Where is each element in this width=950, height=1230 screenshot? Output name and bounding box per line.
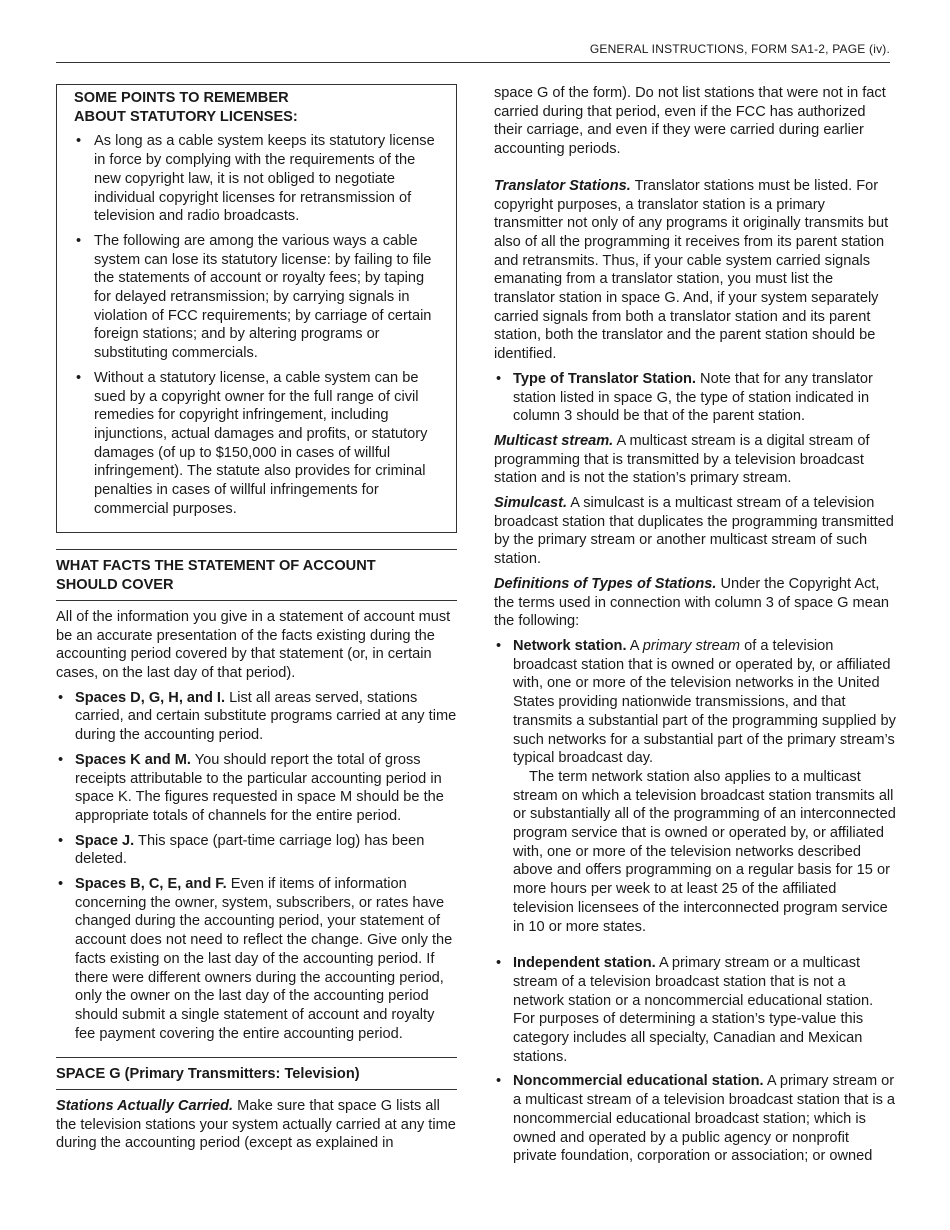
facts-heading: WHAT FACTS THE STATEMENT OF ACCOUNT SHOULD COVER: [56, 549, 457, 600]
facts-item: • Spaces B, C, E, and F. Even if items of information concerning the owner, system, subscribers, or rates have changed during the accounting period, your statement of account does not need to reflect the change. Give only the facts existing on the last day of the accounting period. If there were different owners during the accounting period, only the owner on the last day of the accounting period should submit a single statement of account and royalty fee payment covering the entire accounting period.: [56, 875, 457, 1043]
left-column: [56, 84, 457, 1153]
simulcast-paragraph: Simulcast. A simulcast is a multicast stream of a television broadcast station that duplicates the programming transmitted by the primary stream or another multicast stream of such station.: [494, 495, 894, 568]
right-column: [494, 84, 896, 1166]
statutory-licenses-box: [56, 84, 457, 533]
translator-type-item: • Type of Translator Station. Note that for any translator station listed in space G, the type of station indicated in column 3 should be that of the parent station.: [494, 370, 896, 426]
box-bullet: • The following are among the various ways a cable system can lose its statutory license: by failing to file the statements of account or royalty fees; by taping for delayed retransmission; by carrying signals in violation of FCC requirements; by carriage of certain foreign stations; and by altering programs or substituting commercials.: [74, 232, 438, 363]
facts-item: • Spaces D, G, H, and I. List all areas served, stations carried, and certain substitute programs carried at any time during the accounting period.: [56, 689, 457, 745]
independent-station-item: • Independent station. A primary stream or a multicast stream of a television broadcast station that is not a network station or a noncommercial educational station. For purposes of determining a station’s type-value this category includes all specialty, Canadian and Mexican stations.: [494, 954, 896, 1066]
noncommercial-station-item: • Noncommercial educational station. A primary stream or a multicast stream of a television broadcast station that is a noncommercial educational broadcast station; which is owned and operated by a public agency or nonprofit private foundation, corporation or association; or owned: [494, 1072, 896, 1166]
page-header: GENERAL INSTRUCTIONS, FORM SA1-2, PAGE (iv).: [589, 42, 890, 56]
translator-paragraph: Translator Stations. Translator stations must be listed. For copyright purposes, a translator station is a primary transmitter not only of any programs it originally transmits but also of all the programming it receives from its parent station and retransmits. Thus, if your cable system carried signals emanating from a translator station, you must list the translator station in space G. And, if your system separately carried signals from both a translator station and its parent station, both the translator and the parent station should be identified.: [494, 177, 889, 363]
definitions-paragraph: Definitions of Types of Stations. Under the Copyright Act, the terms used in connection with column 3 of space G mean the following:: [494, 575, 890, 630]
facts-item: • Spaces K and M. You should report the total of gross receipts attributable to the particular accounting period in space K. The figures requested in space M should be the appropriate totals of channels for the entire period.: [56, 751, 457, 826]
network-station-item: • Network station. A primary stream of a television broadcast station that is owned or operated by, or affiliated with, one or more of the television networks in the United States providing nationwide transmissions, and that transmits a substantial part of the programming supplied by such networks for a substantial part of the primary stream’s typical broadcast day. The term network station also applies to a multicast stream on which a television broadcast station transmits all or substantially all of the programming of an interconnected program service that is owned or operated by, or affiliated with, one or more of the television networks described above and offers programming on a regular basis for 15 or more hours per week to at least 25 of the affiliated television licensees of the interconnected program service in 10 or more states.: [494, 637, 896, 936]
stations-carried-paragraph: Stations Actually Carried. Make sure that space G lists all the television stations your system actually carried at any time during the accounting period (except as explained in: [56, 1098, 456, 1152]
facts-item: • Space J. This space (part-time carriage log) has been deleted.: [56, 832, 457, 869]
multicast-paragraph: Multicast stream. A multicast stream is a digital stream of programming that is transmitted by a television broadcast station and is not the station’s primary stream.: [494, 432, 870, 487]
box-title: SOME POINTS TO REMEMBER ABOUT STATUTORY LICENSES:: [74, 90, 298, 125]
box-bullet: • Without a statutory license, a cable system can be sued by a copyright owner for the full range of civil remedies for copyright infringement, including injunctions, actual damages and profits, or statutory damages (of up to $150,000 in cases of willful infringement). The statute also provides for criminal penalties in cases of willful infringements for commercial purposes.: [74, 369, 438, 519]
facts-intro: All of the information you give in a statement of account must be an accurate presentation of the facts existing during the accounting period covered by that statement (or, in certain cases, on the last day of that period).: [56, 608, 451, 681]
box-bullet: • As long as a cable system keeps its statutory license in force by complying with the requirements of the new copyright law, it is not obliged to negotiate individual copyright licenses for retransmission of television and radio broadcasts.: [74, 132, 438, 226]
continued-paragraph: space G of the form). Do not list stations that were not in fact carried during that period, even if the FCC has authorized their carriage, and even if they were carried during earlier accounting periods.: [494, 85, 886, 158]
space-g-heading: SPACE G (Primary Transmitters: Television): [56, 1057, 457, 1090]
header-rule: [56, 62, 890, 63]
